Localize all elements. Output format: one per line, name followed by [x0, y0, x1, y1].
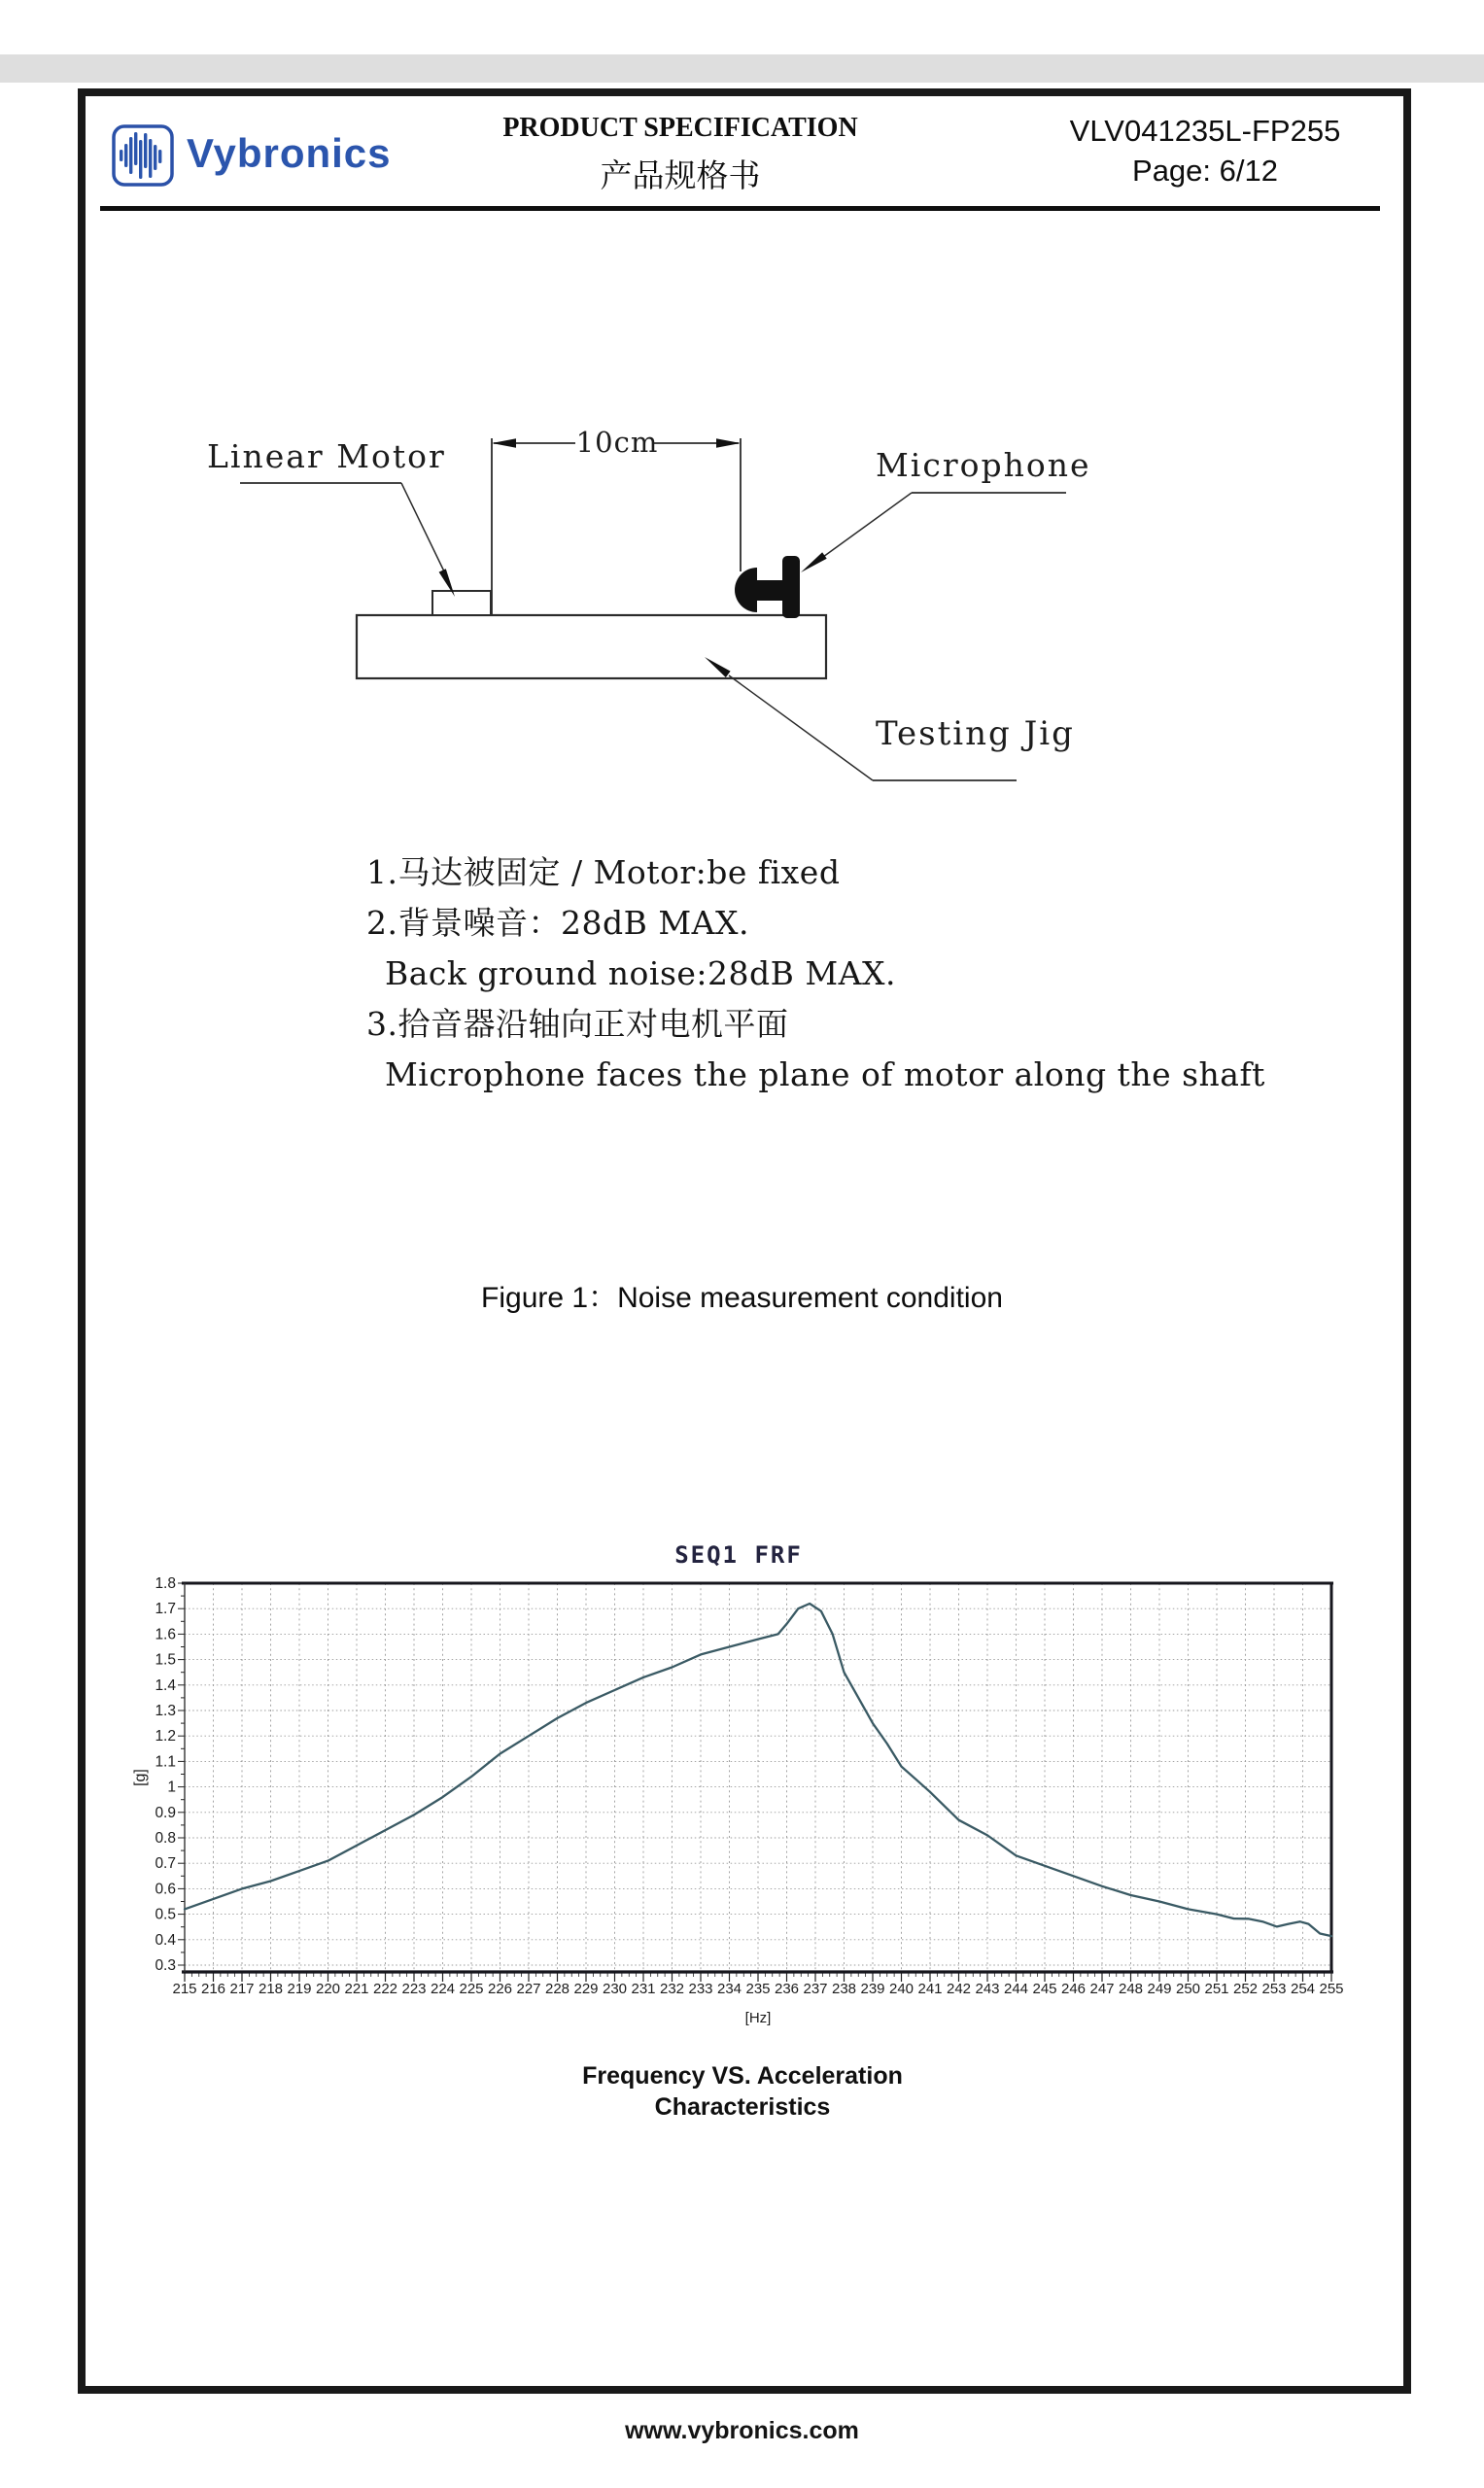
- x-tick-label: 250: [1175, 1981, 1201, 1997]
- testing-jig-leader: [729, 675, 873, 780]
- x-tick-label: 222: [372, 1981, 398, 1997]
- microphone-body: [782, 556, 800, 618]
- x-tick-label: 221: [344, 1981, 369, 1997]
- x-tick-label: 220: [315, 1981, 341, 1997]
- chart-title: SEQ1 FRF: [674, 1541, 803, 1569]
- x-tick-label: 242: [946, 1981, 972, 1997]
- document-title-zh: 产品规格书: [600, 159, 761, 194]
- linear-motor-label: Linear Motor: [207, 437, 446, 475]
- x-tick-label: 234: [716, 1981, 742, 1997]
- header-meta-block: [1011, 111, 1399, 190]
- x-tick-label: 252: [1232, 1981, 1259, 1997]
- y-tick-label: 1.1: [155, 1753, 176, 1771]
- x-tick-label: 249: [1147, 1981, 1172, 1997]
- x-tick-label: 241: [917, 1981, 943, 1997]
- y-tick-label: 0.6: [155, 1881, 176, 1898]
- footer-url: www.vybronics.com: [625, 2417, 859, 2444]
- y-tick-label: 1.8: [155, 1575, 176, 1592]
- scan-artifact-band: [0, 54, 1484, 83]
- x-tick-label: 227: [516, 1981, 541, 1997]
- y-tick-label: 1.7: [155, 1601, 176, 1618]
- brand-name: Vybronics: [187, 130, 392, 176]
- dimension-label: 10cm: [575, 426, 659, 459]
- x-tick-label: 238: [831, 1981, 857, 1997]
- measurement-notes: [366, 847, 1265, 1100]
- y-tick-label: 0.3: [155, 1957, 176, 1974]
- y-tick-label: 0.9: [155, 1804, 176, 1821]
- x-tick-label: 228: [544, 1981, 570, 1997]
- y-tick-label: 1.5: [155, 1651, 176, 1669]
- x-tick-label: 255: [1319, 1981, 1344, 1997]
- microphone-leader: [823, 493, 912, 557]
- motor-rect: [432, 591, 491, 615]
- x-tick-label: 236: [774, 1981, 800, 1997]
- chart-caption: [373, 2060, 1112, 2123]
- x-tick-label: 246: [1060, 1981, 1087, 1997]
- x-tick-label: 235: [745, 1981, 771, 1997]
- page-number: Page: 6/12: [1132, 154, 1278, 188]
- x-tick-label: 237: [803, 1981, 828, 1997]
- note-line: 3.拾音器沿轴向正对电机平面: [366, 1005, 789, 1043]
- y-tick-label: 0.8: [155, 1830, 176, 1847]
- figure-caption: Figure 1：Noise measurement condition: [481, 1282, 1003, 1314]
- y-tick-label: 1.4: [155, 1676, 176, 1694]
- y-tick-label: 1.2: [155, 1728, 176, 1745]
- y-tick-label: 1.6: [155, 1626, 176, 1643]
- frf-chart: [97, 1526, 1409, 2031]
- x-tick-label: 232: [659, 1981, 685, 1997]
- microphone-label: Microphone: [876, 446, 1091, 484]
- chart-caption-line2: Characteristics: [654, 2093, 831, 2121]
- x-tick-label: 225: [459, 1981, 484, 1997]
- y-tick-label: 1: [167, 1779, 176, 1796]
- header-divider: [100, 206, 1380, 211]
- header-title-block: [418, 113, 943, 196]
- x-tick-label: 239: [860, 1981, 885, 1997]
- x-tick-label: 231: [631, 1981, 656, 1997]
- x-tick-label: 248: [1118, 1981, 1144, 1997]
- x-tick-label: 224: [430, 1981, 456, 1997]
- x-tick-label: 230: [602, 1981, 628, 1997]
- document-title-en: PRODUCT SPECIFICATION: [502, 113, 858, 143]
- microphone-arrow: [801, 552, 827, 572]
- x-tick-label: 253: [1261, 1981, 1287, 1997]
- noise-measurement-diagram: [78, 224, 1409, 826]
- x-tick-label: 245: [1032, 1981, 1057, 1997]
- x-tick-label: 247: [1089, 1981, 1115, 1997]
- linear-motor-leader: [401, 483, 445, 573]
- part-number: VLV041235L-FP255: [1069, 114, 1341, 148]
- testing-jig-label: Testing Jig: [876, 714, 1075, 753]
- x-tick-label: 216: [200, 1981, 226, 1997]
- waveform-logo-icon: [111, 123, 175, 188]
- x-tick-label: 215: [172, 1981, 197, 1997]
- x-tick-label: 251: [1204, 1981, 1229, 1997]
- x-tick-label: 218: [258, 1981, 284, 1997]
- x-tick-label: 243: [975, 1981, 1000, 1997]
- x-tick-label: 223: [401, 1981, 427, 1997]
- note-line: 1.马达被固定 / Motor:be fixed: [366, 853, 841, 891]
- x-tick-label: 233: [688, 1981, 713, 1997]
- x-tick-label: 219: [287, 1981, 312, 1997]
- y-tick-label: 0.7: [155, 1855, 176, 1873]
- y-tick-label: 0.4: [155, 1931, 176, 1949]
- chart-caption-line1: Frequency VS. Acceleration: [582, 2062, 903, 2090]
- y-tick-label: 0.5: [155, 1906, 176, 1923]
- x-tick-label: 244: [1003, 1981, 1029, 1997]
- microphone-capsule-cone: [735, 568, 757, 612]
- x-tick-label: 229: [573, 1981, 599, 1997]
- x-tick-label: 240: [888, 1981, 915, 1997]
- testing-jig-rect: [357, 615, 826, 678]
- x-axis-title: [Hz]: [744, 2010, 772, 2026]
- x-tick-label: 226: [487, 1981, 513, 1997]
- y-axis-title: [g]: [132, 1769, 149, 1786]
- dim-arrow-left: [492, 438, 516, 448]
- dim-arrow-right: [716, 438, 741, 448]
- note-line: 2.背景噪音：28dB MAX.: [366, 904, 749, 942]
- x-tick-label: 254: [1290, 1981, 1316, 1997]
- x-tick-label: 217: [229, 1981, 255, 1997]
- y-tick-label: 1.3: [155, 1703, 176, 1719]
- note-line: Back ground noise:28dB MAX.: [385, 954, 896, 992]
- note-line: Microphone faces the plane of motor along the shaft: [385, 1055, 1265, 1093]
